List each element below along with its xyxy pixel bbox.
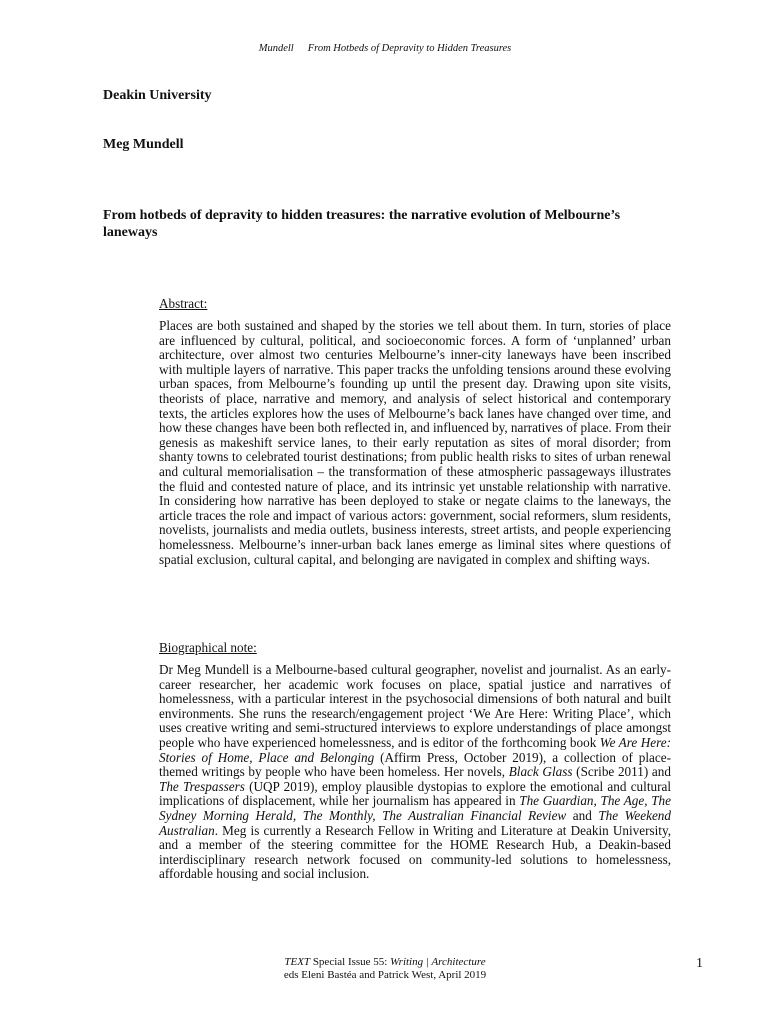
footer-journal: TEXT <box>284 956 311 968</box>
affiliation: Deakin University <box>103 88 212 103</box>
bio-heading: Biographical note: <box>159 640 257 655</box>
paper-title: From hotbeds of depravity to hidden treasures: the narrative evolution of Melbourne’s laneways <box>103 208 621 240</box>
bio-paragraph <box>159 663 671 882</box>
header-author: Mundell <box>258 43 294 54</box>
footer-editors: eds Eleni Bastéa and Patrick West, April 2019 <box>283 969 487 981</box>
author-name: Meg Mundell <box>103 137 184 152</box>
running-header <box>0 43 770 54</box>
abstract-text <box>159 319 671 567</box>
header-short-title: From Hotbeds of Depravity to Hidden Treasures <box>307 43 512 54</box>
bio-novel-2: The Trespassers <box>159 778 245 794</box>
bio-book-title: We Are Here: Stories of Home, Place and Belonging <box>159 734 671 765</box>
bio-publications: The Guardian, The Age, The Sydney Morning Herald, The Monthly, The Australian Financial Review <box>159 793 671 823</box>
abstract-paragraph: Places are both sustained and shaped by the stories we tell about them. In turn, stories of place are influenced by cultural, political, and socioeconomic forces. A form of ‘unplanned’ urban architecture, over almost two centuries Melbourne’s inner-city laneways have been inscribed with multiple layers of narrative. This paper tracks the unfolding tensions around these evolving urban spaces, from Melbourne’s founding up until the present day. Drawing upon site visits, theorists of place, narrative and memory, and analysis of select historical and contemporary texts, the articles explores how the uses of Melbourne’s back lanes have changed over time, and how these changes have been both reflected in, and influenced by, narratives of place. From their genesis as makeshift service lanes, to their early reputation as sites of moral disorder; from shanty towns to celebrated tourist destinations; from public health risks to sites of urban renewal and cultural memorialisation – the transformation of these atmospheric passageways illustrates the fluid and contested nature of place, and its intrinsic yet unstable relationship with narrative. In considering how narrative has been deployed to stake or negate claims to the laneways, the article traces the role and impact of various actors: government, social reformers, slum residents, novelists, journalists and media outlets, business interests, street artists, and people experiencing homelessness. Melbourne’s inner-urban back lanes emerge as liminal sites where questions of spatial exclusion, cultural capital, and belonging are navigated in complex and shifting ways. <box>159 318 671 567</box>
bio-text-4: (UQP 2019), employ plausible dystopias to explore the emotional and cultural implications of displacement, while her journalism has appeared in <box>159 778 671 809</box>
page-number: 1 <box>696 956 703 971</box>
bio-text <box>159 663 671 882</box>
bio-text-1: Dr Meg Mundell is a Melbourne-based cultural geographer, novelist and journalist. As an early-career researcher, her academic work focuses on place, spatial justice and narratives of homelessness, with a particular interest in the psychosocial dimensions of both natural and built environments. She runs the research/engagement project ‘We Are Here: Writing Place’, which uses creative writing and semi-structured interviews to explore understandings of place amongst people who have experienced homelessness, and is editor of the forthcoming book <box>159 662 671 750</box>
bio-text-2: (Affirm Press, October 2019), a collection of place-themed writings by people who have been homeless. Her novels, <box>159 749 671 780</box>
bio-novel-1: Black Glass <box>508 764 573 780</box>
page-footer <box>0 956 770 982</box>
bio-text-5: and <box>566 807 599 823</box>
bio-publication-last: The Weekend Australian <box>159 807 671 838</box>
footer-line-1 <box>0 956 770 969</box>
bio-text-3: (Scribe 2011) and <box>572 764 671 780</box>
bio-text-6: . Meg is currently a Research Fellow in Writing and Literature at Deakin University, and a member of the steering committee for the HOME Research Hub, a Deakin-based interdisciplinary research network focused on community-led solutions to homelessness, affordable housing and social inclusion. <box>159 822 671 882</box>
footer-theme: Writing | Architecture <box>390 956 486 968</box>
abstract-heading: Abstract: <box>159 296 208 311</box>
footer-issue: Special Issue 55: <box>310 956 391 968</box>
